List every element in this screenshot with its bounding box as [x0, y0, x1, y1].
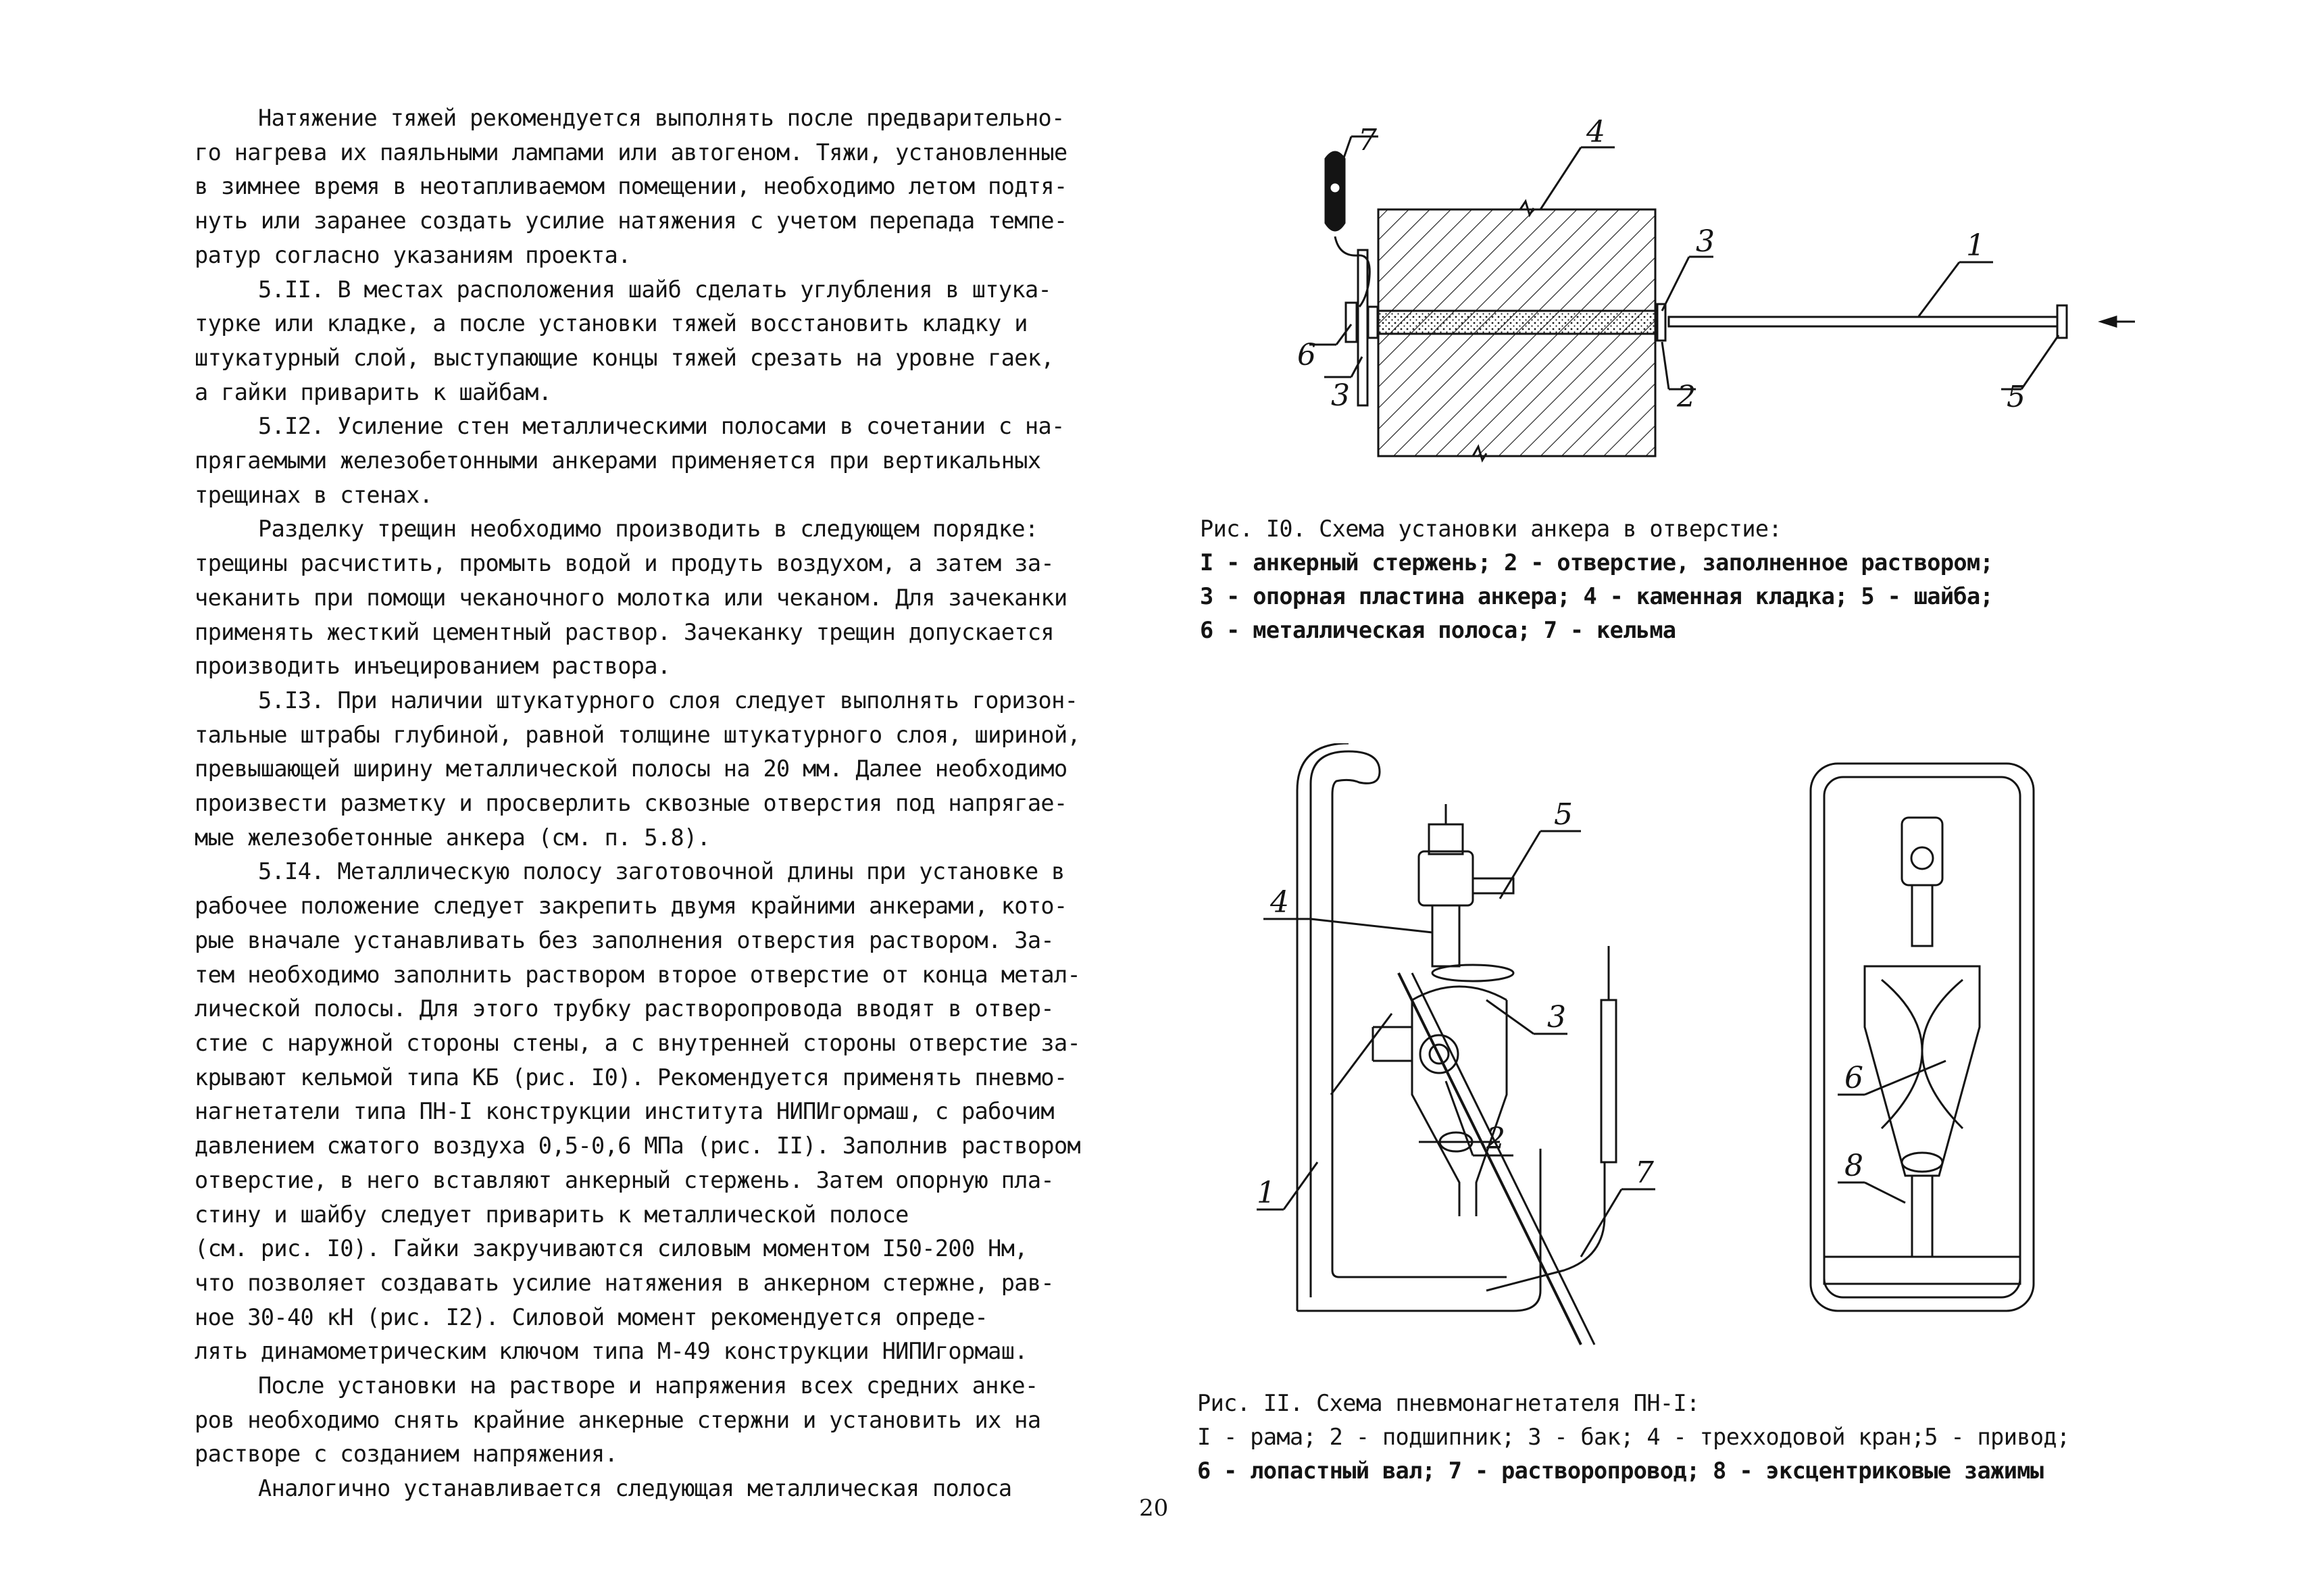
fig10-caption-line: 6 - металлическая полоса; 7 - кельма	[1200, 617, 1676, 643]
text-line: применять жесткий цементный раствор. Зачеканку трещин допускается	[195, 618, 1054, 645]
text-line: растворе с созданием напряжения.	[195, 1441, 618, 1468]
fig11-caption-line: 6 - лопастный вал; 7 - растворопровод; 8 - эксцентриковые зажимы	[1197, 1457, 2044, 1484]
text-line: превышающей ширину металлической полосы на 20 мм. Далее необходимо	[195, 755, 1067, 782]
text-line: 5.I4. Металлическую полосу заготовочной длины при установке в	[258, 858, 1065, 885]
text-line: (см. рис. I0). Гайки закручиваются силовым моментом I50-200 Нм,	[195, 1235, 1028, 1262]
text-line: чеканить при помощи чеканочного молотка или чеканом. Для зачеканки	[195, 584, 1067, 611]
text-line: тем необходимо заполнить раствором второе отверстие от конца метал-	[195, 961, 1081, 988]
fig11-label-6: 6	[1844, 1061, 1863, 1095]
text-line: ратур согласно указаниям проекта.	[195, 241, 631, 268]
text-line: штукатурный слой, выступающие концы тяжей срезать на уровне гаек,	[195, 344, 1054, 371]
fig11-label-3: 3	[1547, 1000, 1566, 1034]
text-line: 5.I3. При наличии штукатурного слоя следует выполнять горизон-	[258, 687, 1078, 714]
text-line: трещины расчистить, промыть водой и продуть воздухом, а затем за-	[195, 550, 1054, 577]
text-line: стину и шайбу следует приварить к металлической полосе	[195, 1201, 909, 1228]
text-line: а гайки приварить к шайбам.	[195, 378, 552, 405]
fig10-label-5: 5	[2007, 380, 2026, 414]
text-line: тальные штрабы глубиной, равной толщине штукатурного слоя, шириной,	[195, 721, 1081, 748]
fig11-label-2: 2	[1486, 1122, 1505, 1156]
frame-front	[1811, 764, 2034, 1311]
text-line: Аналогично устанавливается следующая металлическая полоса	[258, 1475, 1012, 1502]
text-line: турке или кладке, а после установки тяжей восстановить кладку и	[195, 310, 1028, 337]
fig10-caption	[1200, 512, 1993, 647]
text-line: давлением сжатого воздуха 0,5-0,6 МПа (рис. II). Заполнив раствором	[195, 1132, 1081, 1159]
text-line: нуть или заранее создать усилие натяжения с учетом перепада темпе-	[195, 207, 1067, 234]
text-line: мые железобетонные анкера (см. п. 5.8).	[195, 824, 711, 851]
fig10-anchor-diagram	[1230, 115, 2135, 466]
fig11-pump-diagram	[1216, 743, 2115, 1351]
fig10-label-1: 1	[1966, 228, 1985, 263]
text-line: трещинах в стенах.	[195, 481, 433, 508]
text-line: 5.II. В местах расположения шайб сделать углубления в штука-	[258, 276, 1052, 303]
fig11-caption	[1197, 1387, 2070, 1488]
text-line: Натяжение тяжей рекомендуется выполнять после предварительно-	[258, 105, 1065, 131]
text-line: производить инъецированием раствора.	[195, 653, 671, 680]
text-line: крывают кельмой типа КБ (рис. I0). Рекомендуется применять пневмо-	[195, 1064, 1067, 1091]
paddle-shaft	[1882, 980, 1963, 1128]
fig11-caption-title: Рис. II. Схема пневмонагнетателя ПН-I:	[1197, 1390, 1700, 1416]
text-line: нагнетатели типа ПН-I конструкции института НИПИгормаш, с рабочим	[195, 1098, 1054, 1125]
left-washer	[1346, 303, 1357, 342]
grout-hole	[1378, 311, 1655, 334]
fig10-label-3-bottom: 3	[1331, 378, 1350, 413]
text-line: ное 30-40 кН (рис. I2). Силовой момент рекомендуется опреде-	[195, 1303, 988, 1330]
steel-strip	[1358, 250, 1367, 405]
fig10-caption-title: Рис. I0. Схема установки анкера в отверстие:	[1200, 516, 1782, 542]
fig11-label-1: 1	[1257, 1176, 1276, 1210]
fig10-label-3-top: 3	[1696, 224, 1715, 259]
text-line: После установки на растворе и напряжения всех средних анке-	[258, 1372, 1038, 1399]
page-number: 20	[1139, 1495, 1169, 1522]
fig10-label-7: 7	[1358, 123, 1377, 157]
text-line: прягаемыми железобетонными анкерами применяется при вертикальных	[195, 447, 1041, 474]
text-line: стие с наружной стороны стены, а с внутренней стороны отверстие за-	[195, 1029, 1081, 1056]
fig10-label-6: 6	[1297, 338, 1316, 372]
fig11-label-8: 8	[1844, 1149, 1863, 1183]
fig11-label-7: 7	[1635, 1155, 1654, 1190]
fig10-caption-line: 3 - опорная пластина анкера; 4 - каменная кладка; 5 - шайба;	[1200, 583, 1994, 609]
body-text	[195, 101, 1134, 1506]
text-line: го нагрева их паяльными лампами или автогеном. Тяжи, установленные	[195, 139, 1067, 166]
fig10-label-4: 4	[1586, 115, 1605, 149]
drive	[1419, 851, 1473, 905]
fig11-caption-line: I - рама; 2 - подшипник; 3 - бак; 4 - трехходовой кран;5 - привод;	[1197, 1424, 2070, 1450]
text-line: что позволяет создавать усилие натяжения в анкерном стержне, рав-	[195, 1269, 1054, 1296]
text-line: рабочее положение следует закрепить двумя крайними анкерами, кото-	[195, 893, 1067, 920]
fig10-caption-line: I - анкерный стержень; 2 - отверстие, заполненное раствором;	[1200, 549, 1994, 576]
lance	[1601, 1000, 1616, 1162]
text-line: 5.I2. Усиление стен металлическими полосами в сочетании с на-	[258, 413, 1065, 440]
right-plate	[1657, 304, 1665, 341]
anchor-head	[2057, 305, 2067, 338]
text-line: ров необходимо снять крайние анкерные стержни и установить их на	[195, 1406, 1041, 1433]
text-line: рые вначале устанавливать без заполнения отверстия раствором. За-	[195, 926, 1054, 953]
text-line: в зимнее время в неотапливаемом помещении, необходимо летом подтя-	[195, 173, 1067, 200]
fig11-label-5: 5	[1554, 797, 1573, 832]
fig11-label-4: 4	[1270, 885, 1289, 920]
fig10-label-2: 2	[1677, 380, 1696, 414]
text-line: произвести разметку и просверлить сквозные отверстия под напрягае-	[195, 790, 1067, 817]
text-line: лической полосы. Для этого трубку растворопровода вводят в отвер-	[195, 995, 1054, 1022]
anchor-rod	[1669, 317, 2057, 326]
text-line: Разделку трещин необходимо производить в следующем порядке:	[258, 516, 1038, 543]
text-line: лять динамометрическим ключом типа М-49 конструкции НИПИгормаш.	[195, 1338, 1028, 1365]
text-line: отверстие, в него вставляют анкерный стержень. Затем опорную пла-	[195, 1166, 1054, 1193]
